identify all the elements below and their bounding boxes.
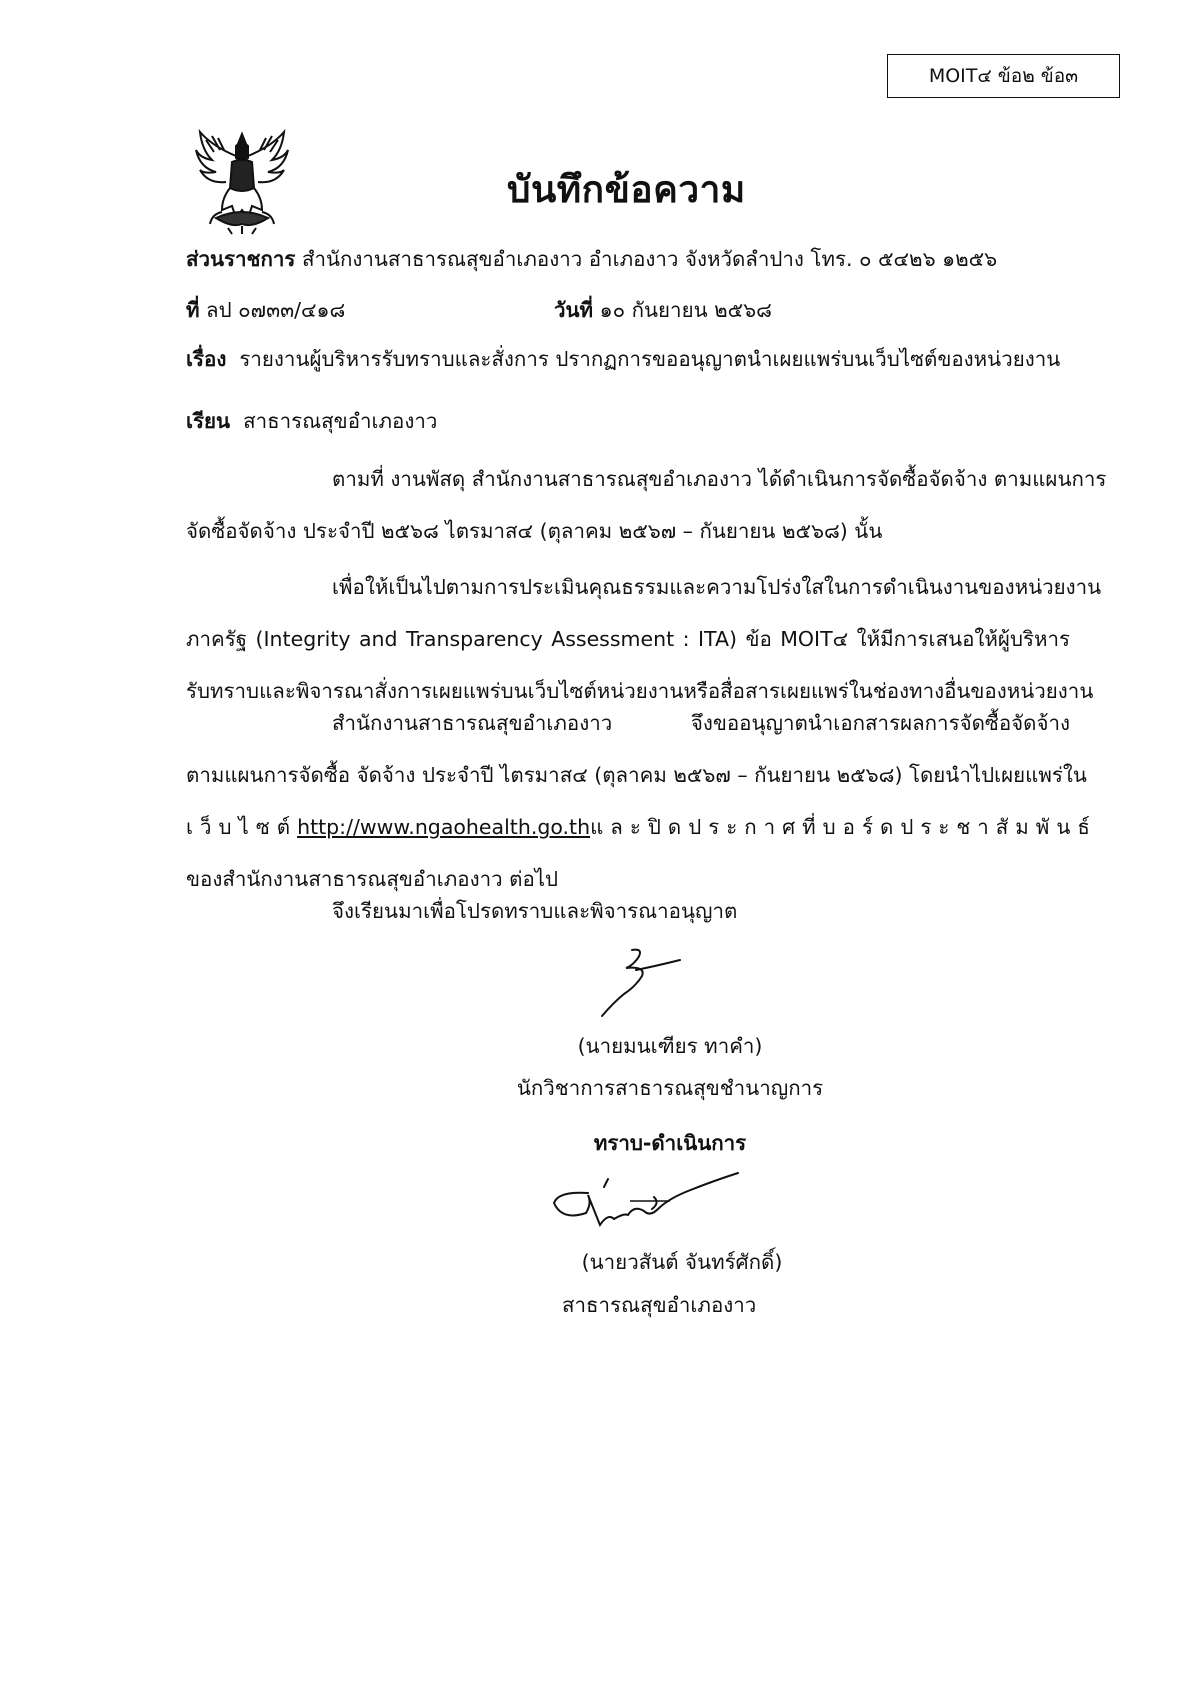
website-link[interactable]: http://www.ngaohealth.go.th <box>297 815 591 839</box>
paragraph-3-line-2: ตามแผนการจัดซื้อ จัดจ้าง ประจำปี ไตรมาส๔ (ตุลาคม ๒๕๖๗ – กันยายน ๒๕๖๘) โดยนำไปเผยแพร่ใน <box>186 763 1087 787</box>
paragraph-1 <box>186 453 1107 557</box>
subject-line <box>186 343 1060 376</box>
signer-1-name: (นายมนเฑียร ทาคำ) <box>577 1034 763 1058</box>
subject-label: เรื่อง <box>186 347 227 371</box>
document-number-line <box>186 294 345 327</box>
paragraph-2-line-1: เพื่อให้เป็นไปตามการประเมินคุณธรรมและความโปร่งใสในการดำเนินงานของหน่วยงาน <box>332 575 1102 599</box>
paragraph-2-line-2: ภาครัฐ (Integrity and Transparency Assessment : ITA) ข้อ MOIT๔ ให้มีการเสนอให้ผู้บริหาร <box>186 627 1070 651</box>
agency-line <box>186 243 997 276</box>
reference-code-box: MOIT๔ ข้อ๒ ข้อ๓ <box>887 54 1120 98</box>
signature-1-icon <box>596 946 686 1021</box>
closing-line: จึงเรียนมาเพื่อโปรดทราบและพิจารณาอนุญาต <box>332 899 738 923</box>
paragraph-2-line-3: รับทราบและพิจารณาสั่งการเผยแพร่บนเว็บไซต์หน่วยงานหรือสื่อสารเผยแพร่ในช่องทางอื่นของหน่วยงาน <box>186 679 1094 703</box>
recipient-value: สาธารณสุขอำเภองาว <box>243 409 438 433</box>
date-label: วันที่ <box>554 298 594 322</box>
memo-title: บันทึกข้อความ <box>507 168 746 211</box>
paragraph-3-line-3 <box>186 801 1097 853</box>
paragraph-1-line-2: จัดซื้อจัดจ้าง ประจำปี ๒๕๖๘ ไตรมาส๔ (ตุลาคม ๒๕๖๗ – กันยายน ๒๕๖๘) นั้น <box>186 519 883 543</box>
agency-label: ส่วนราชการ <box>186 247 296 271</box>
subject-value: รายงานผู้บริหารรับทราบและสั่งการ ปรากฏการขออนุญาตนำเผยแพร่บนเว็บไซต์ของหน่วยงาน <box>239 347 1061 371</box>
approver-position: สาธารณสุขอำเภองาว <box>562 1293 757 1317</box>
document-number-value: ลป ๐๗๓๓/๔๑๘ <box>206 298 346 322</box>
date-line <box>554 294 772 327</box>
date-value: ๑๐ กันยายน ๒๕๖๘ <box>599 298 772 322</box>
approver-name: (นายวสันต์ จันทร์ศักดิ์) <box>581 1250 783 1274</box>
paragraph-2 <box>186 561 1102 717</box>
signer-1-position: นักวิชาการสาธารณสุขชำนาญการ <box>516 1076 824 1100</box>
paragraph-3 <box>186 697 1097 905</box>
signature-2-icon <box>548 1165 748 1235</box>
website-label: เว็บไซต์ <box>186 815 298 839</box>
approval-label: ทราบ-ดำเนินการ <box>593 1131 747 1155</box>
recipient-line <box>186 405 437 438</box>
agency-value: สำนักงานสาธารณสุขอำเภองาว อำเภองาว จังหวัดลำปาง โทร. ๐ ๕๔๒๖ ๑๒๕๖ <box>301 247 998 271</box>
paragraph-3-line-4: ของสำนักงานสาธารณสุขอำเภองาว ต่อไป <box>186 867 559 891</box>
garuda-emblem-icon <box>192 128 292 236</box>
paragraph-3-line-1: สำนักงานสาธารณสุขอำเภองาว จึงขออนุญาตนำเอกสารผลการจัดซื้อจัดจ้าง <box>332 711 1070 735</box>
announcement-text: และปิดประกาศที่บอร์ดประชาสัมพันธ์ <box>590 815 1097 839</box>
recipient-label: เรียน <box>186 409 231 433</box>
paragraph-1-line-1: ตามที่ งานพัสดุ สำนักงานสาธารณสุขอำเภองาว ได้ดำเนินการจัดซื้อจัดจ้าง ตามแผนการ <box>332 467 1107 491</box>
document-number-label: ที่ <box>186 298 200 322</box>
